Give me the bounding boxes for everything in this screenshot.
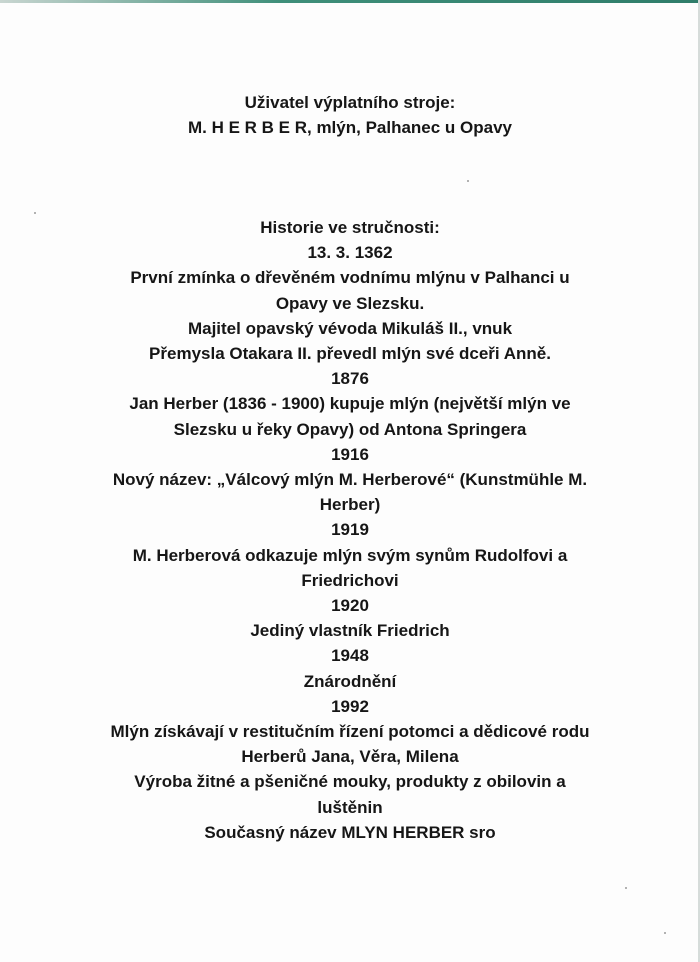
history-text-line: Výroba žitné a pšeničné mouky, produkty z obilovin a	[134, 772, 566, 792]
history-heading: Historie ve stručnosti:	[260, 218, 440, 237]
history-text-line: Přemysla Otakara II. převedl mlýn své dceři Anně.	[149, 344, 551, 364]
scan-speck	[625, 887, 627, 889]
history-year-1876: 1876	[331, 369, 369, 389]
history-text-line: Herber)	[319, 495, 381, 515]
history-text-line: Znárodnění	[303, 671, 397, 691]
history-text-line: luštěnin	[317, 797, 383, 817]
header-line-mill: M. H E R B E R, mlýn, Palhanec u Opavy	[187, 118, 513, 137]
history-text-line: Herberů Jana, Věra, Milena	[241, 747, 459, 767]
scan-speck	[34, 212, 36, 214]
history-text-line: Opavy ve Slezsku.	[275, 293, 425, 313]
history-text-line: Slezsku u řeky Opavy) od Antona Springera	[173, 419, 527, 439]
history-text-line: Nový název: „Válcový mlýn M. Herberové“ (Kunstmühle M.	[112, 470, 588, 490]
history-year-1920: 1920	[331, 596, 369, 616]
history-year-1948: 1948	[331, 646, 369, 666]
scan-edge-top	[0, 0, 700, 3]
history-year-1362: 13. 3. 1362	[307, 243, 393, 263]
history-year-1919: 1919	[331, 520, 369, 540]
history-text-line: M. Herberová odkazuje mlýn svým synům Rudolfovi a	[132, 545, 568, 565]
history-text-line: První zmínka o dřevěném vodnímu mlýnu v Palhanci u	[130, 268, 570, 288]
history-text-line: Majitel opavský vévoda Mikuláš II., vnuk	[187, 318, 513, 338]
history-year-1916: 1916	[331, 444, 369, 464]
history-text-line: Jediný vlastník Friedrich	[250, 621, 450, 641]
history-section	[0, 215, 700, 845]
document-header	[0, 90, 700, 140]
history-text-line: Jan Herber (1836 - 1900) kupuje mlýn (největší mlýn ve	[129, 394, 571, 414]
history-text-line: Friedrichovi	[301, 570, 399, 590]
scan-speck	[467, 180, 469, 182]
header-line-user: Uživatel výplatního stroje:	[244, 93, 456, 112]
scan-speck	[664, 932, 666, 934]
history-current-name: Současný název MLYN HERBER sro	[204, 822, 496, 842]
history-text-line: Mlýn získávají v restitučním řízení potomci a dědicové rodu	[110, 722, 590, 742]
history-year-1992: 1992	[331, 696, 369, 716]
